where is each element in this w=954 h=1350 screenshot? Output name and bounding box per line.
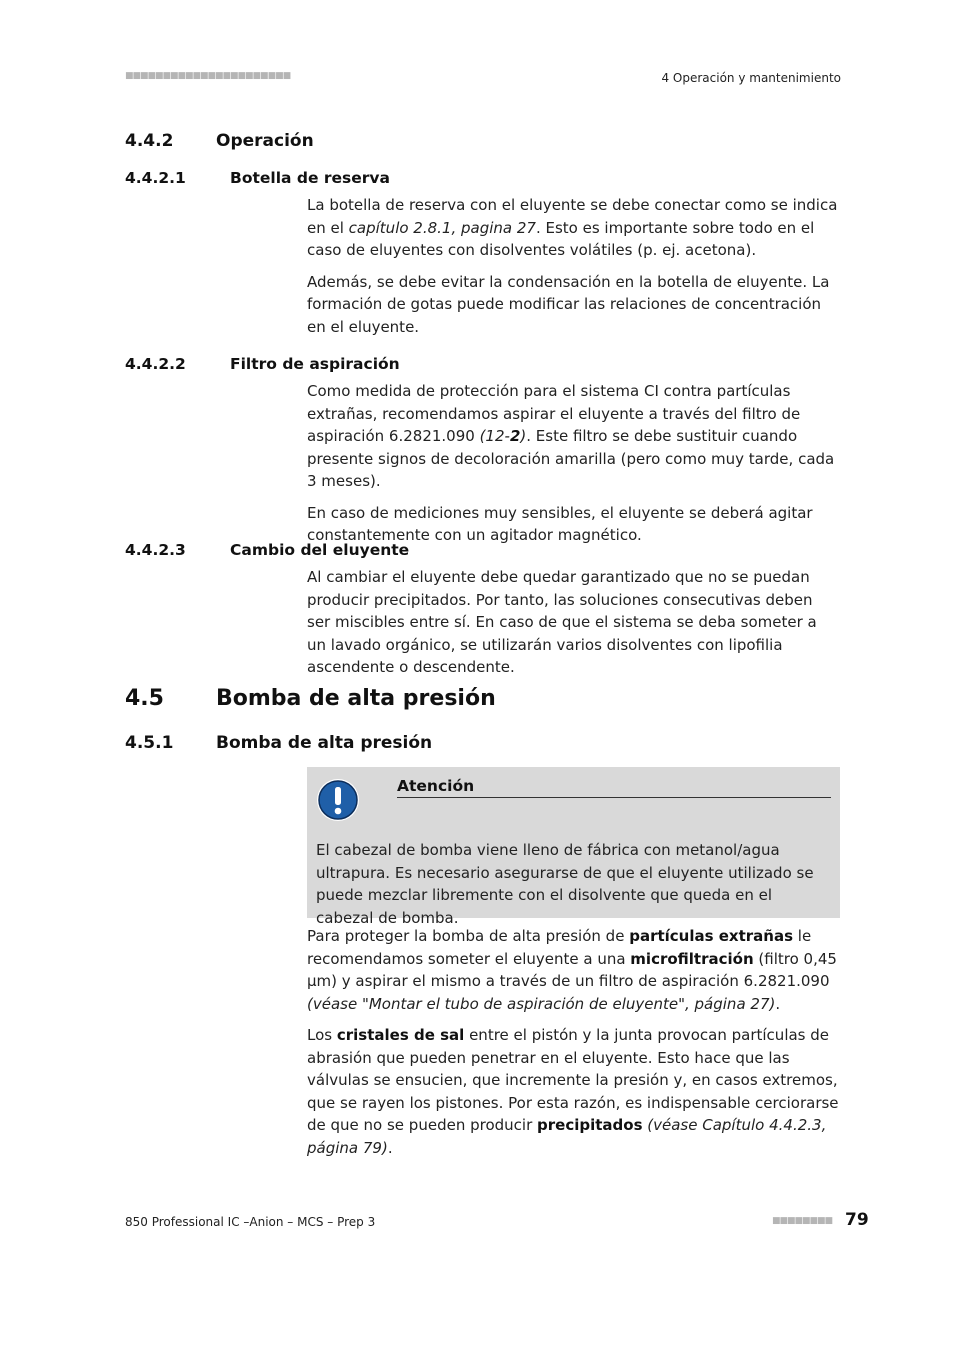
section-title-operacion: Operación [216, 131, 314, 151]
text-run: . [387, 1138, 393, 1157]
section-number-4-4-2-3: 4.4.2.3 [125, 541, 186, 559]
section-title-filtro: Filtro de aspiración [230, 355, 400, 373]
section-number-4-4-2: 4.4.2 [125, 131, 174, 151]
section-title-cambio: Cambio del eluyente [230, 541, 410, 559]
emphasis: partículas extrañas [629, 927, 794, 945]
paragraph: Al cambiar el eluyente debe quedar garantizado que no se puedan producir precipitados. Por tanto, las soluciones consecutivas deben ser miscibles entre sí. En caso de que el sistema se deba someter a un lavado orgánico, se utilizarán varios disolventes con lipofilia ascendente o descendente. [307, 568, 817, 676]
section-number-4-5: 4.5 [125, 686, 164, 711]
paragraph [307, 380, 839, 493]
paragraph: En caso de mediciones muy sensibles, el eluyente se deberá agitar constantemente con un agitador magnético. [307, 503, 813, 544]
section-title-botella: Botella de reserva [230, 169, 390, 187]
text-run: Como medida de protección para el sistema CI contra partículas extrañas, recomendamos aspirar el eluyente a través del filtro de aspiración 6.2821.090 [307, 382, 801, 445]
emphasis: precipitados [537, 1116, 643, 1134]
section-title-bomba: Bomba de alta presión [216, 686, 496, 711]
header-decoration: ■■■■■■■■■■■■■■■■■■■■■■ [125, 71, 291, 81]
text-run: le recomendamos someter el eluyente a una [307, 927, 812, 968]
text-run: La botella de reserva con el eluyente se debe conectar como se indica en el [307, 196, 838, 237]
body-text-bomba [307, 925, 839, 1159]
page-number: 79 [845, 1210, 869, 1230]
notice-text: El cabezal de bomba viene lleno de fábrica con metanol/agua ultrapura. Es necesario asegurarse de que el eluyente utilizado se puede mezclar libremente con el disolvente que queda en el cabezal de bomba. [316, 841, 814, 927]
section-title-bomba-sub: Bomba de alta presión [216, 733, 433, 753]
body-text-cambio [307, 566, 839, 679]
exclamation-icon [316, 778, 360, 822]
paragraph [307, 925, 839, 1015]
footer-decoration: ■■■■■■■■ [772, 1216, 833, 1226]
text-run: . Este filtro se debe sustituir cuando presente signos de decoloración amarilla (pero como muy tarde, cada 3 meses). [307, 427, 835, 490]
footer-product: 850 Professional IC –Anion – MCS – Prep 3 [125, 1215, 376, 1229]
paragraph [307, 194, 839, 262]
paragraph: Además, se debe evitar la condensación en la botella de eluyente. La formación de gotas puede modificar las relaciones de concentración en el eluyente. [307, 272, 830, 336]
text-run: . [775, 994, 781, 1013]
body-text-botella [307, 194, 839, 338]
figure-item-number: 2 [509, 427, 521, 445]
text-run: Para proteger la bomba de alta presión de [307, 927, 630, 945]
text-run: (12- [479, 427, 510, 445]
section-number-4-4-2-2: 4.4.2.2 [125, 355, 186, 373]
figure-reference[interactable] [480, 427, 527, 445]
text-run: ) [520, 427, 527, 445]
text-run: . Esto es importante sobre todo en el caso de eluyentes con disolventes volátiles (p. ej. acetona). [307, 218, 815, 259]
section-number-4-4-2-1: 4.4.2.1 [125, 169, 186, 187]
emphasis: microfiltración [630, 949, 754, 968]
cross-reference[interactable]: (véase Capítulo 4.4.2.3, página 79) [307, 1116, 827, 1157]
text-run: Los [307, 1026, 337, 1044]
notice-title: Atención [397, 777, 831, 798]
chapter-header: 4 Operación y mantenimiento [661, 71, 841, 85]
text-run: entre el pistón y la junta provocan partículas de abrasión que pueden penetrar en el eluyente. Esto hace que las válvulas se ensucien, que incremente la presión y, en casos extremos, que se rayen los pistones. Por esta razón, es indispensable cerciorarse de que no se pueden producir [307, 1026, 839, 1134]
cross-reference[interactable]: (véase "Montar el tubo de aspiración de eluyente", página 27) [307, 994, 776, 1013]
paragraph [307, 1024, 839, 1159]
emphasis: cristales de sal [336, 1026, 465, 1044]
cross-reference[interactable]: capítulo 2.8.1, pagina 27 [348, 218, 536, 237]
text-run: (filtro 0,45 µm) y aspirar el mismo a través de un filtro de aspiración 6.2821.090 [307, 949, 837, 990]
section-number-4-5-1: 4.5.1 [125, 733, 174, 753]
body-text-filtro [307, 380, 839, 547]
attention-notice [307, 767, 840, 927]
